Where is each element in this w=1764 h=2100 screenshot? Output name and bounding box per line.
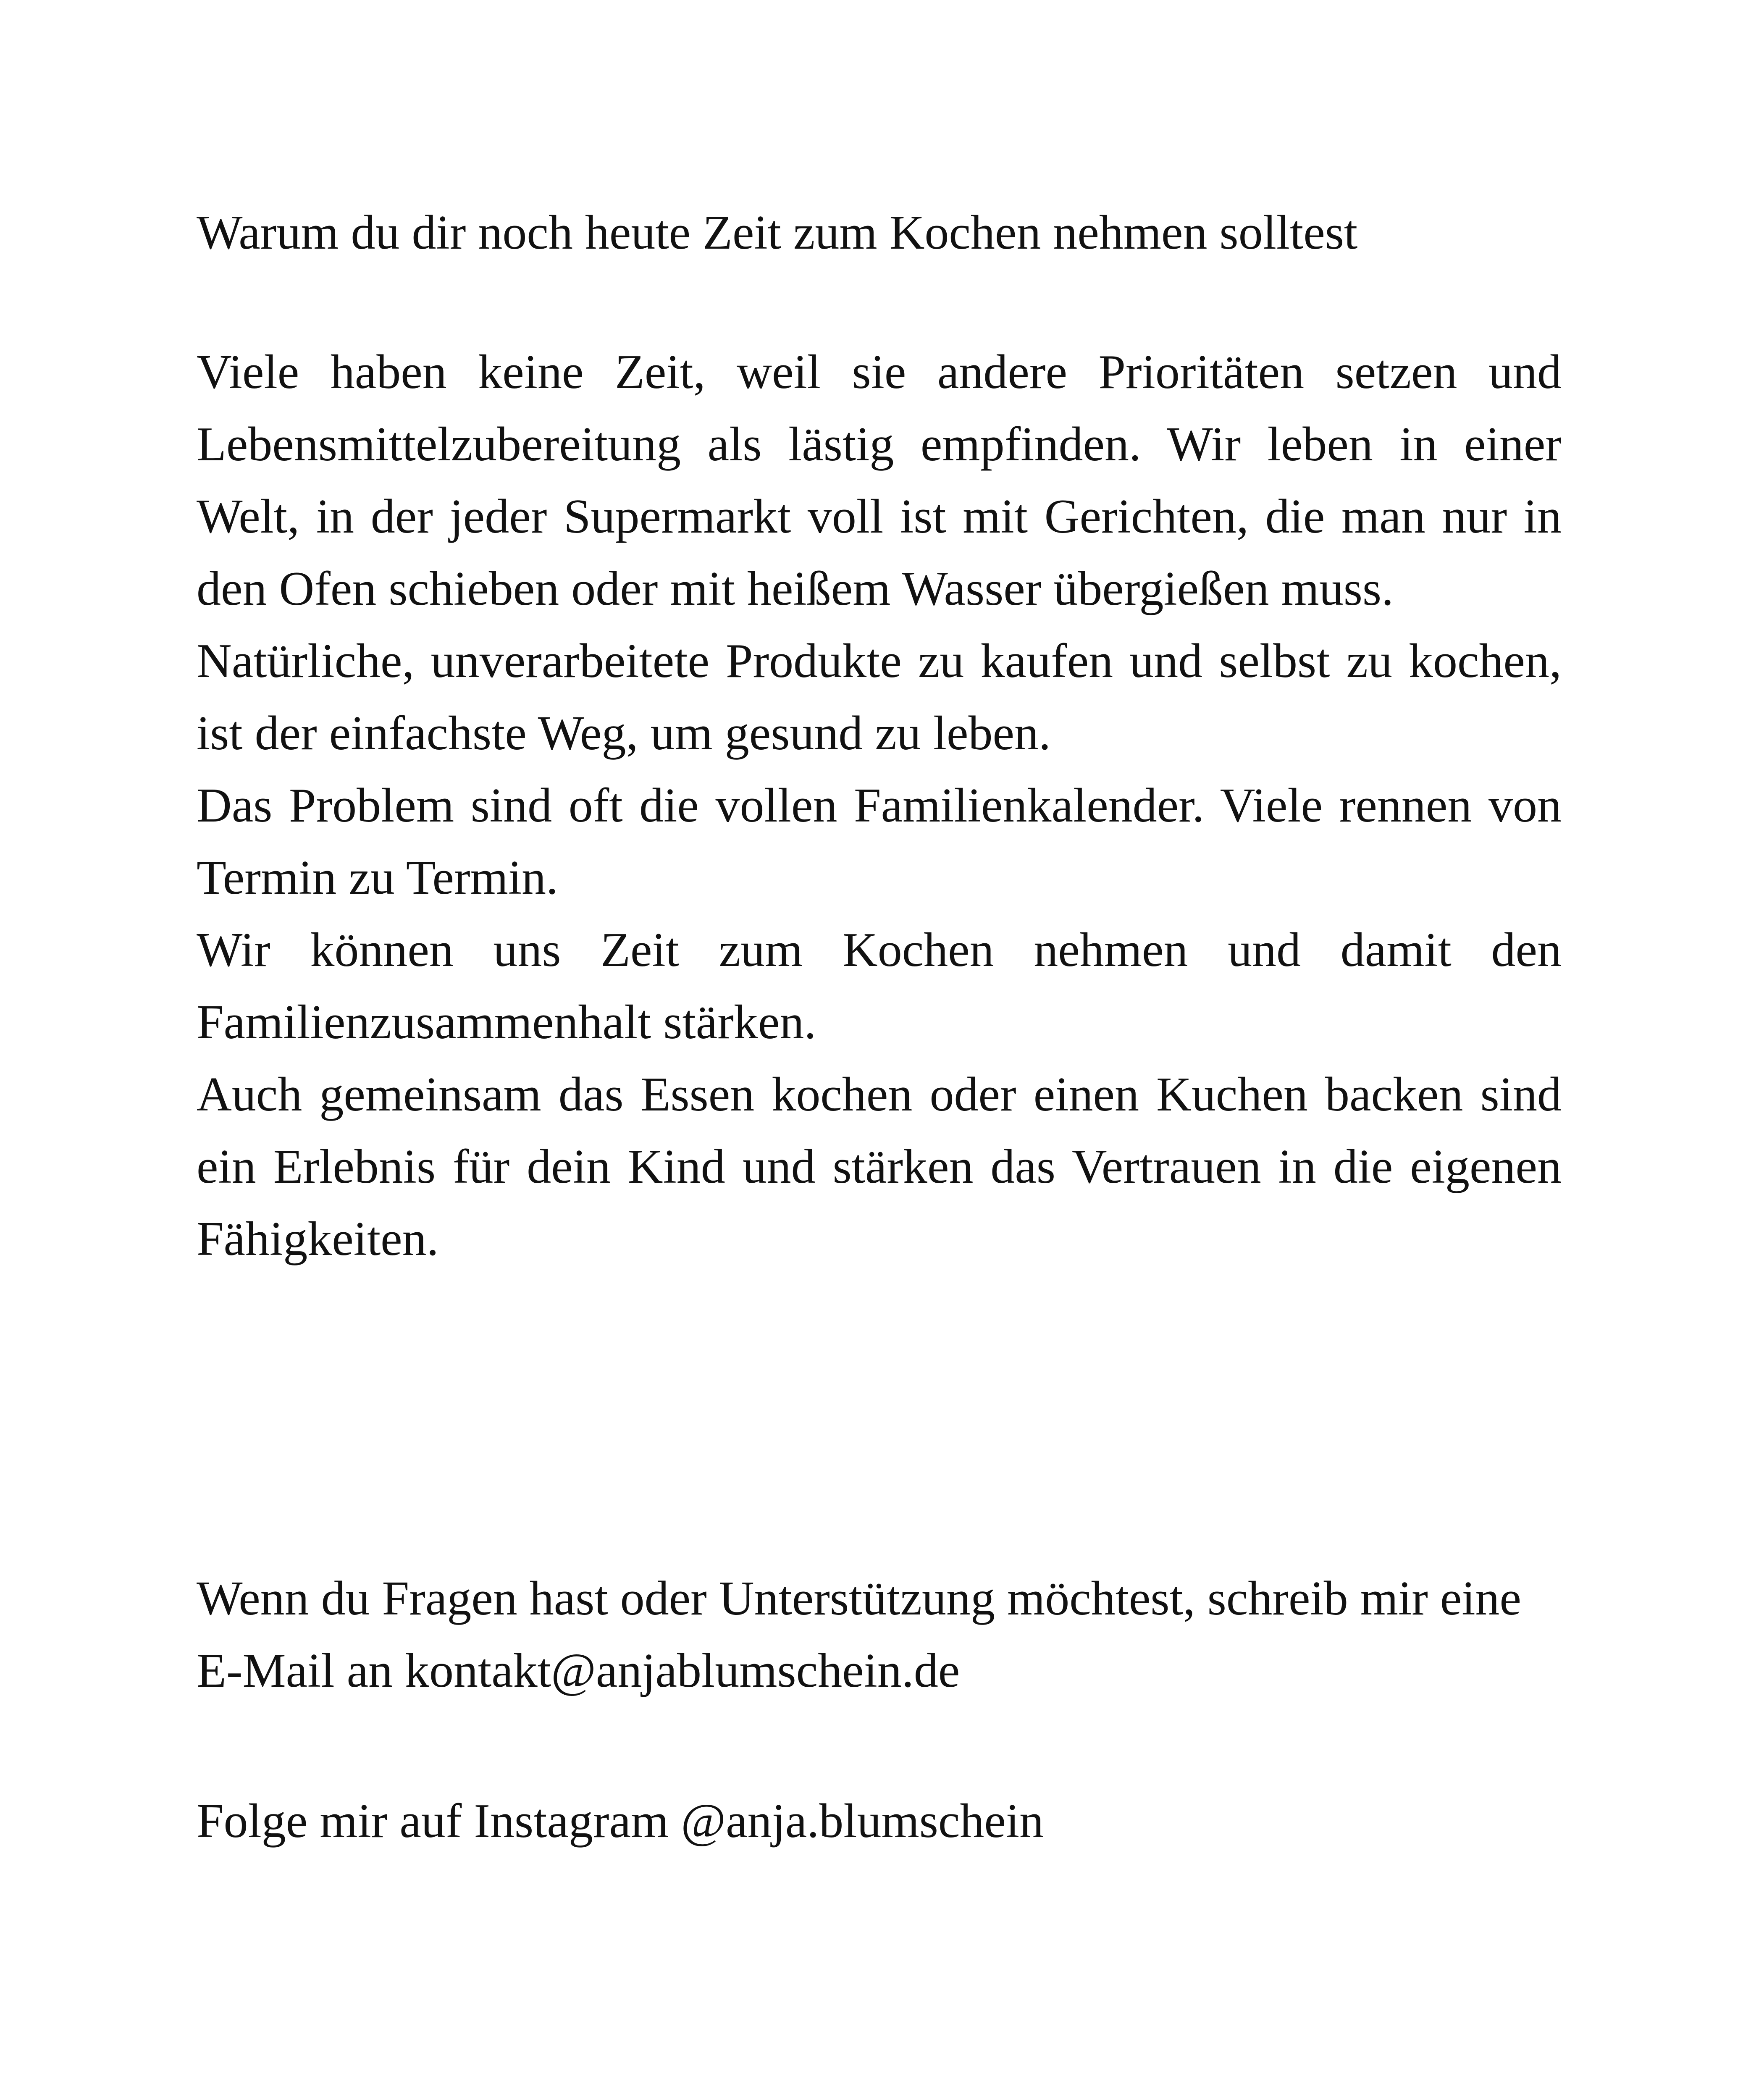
paragraph-family-cohesion: Wir können uns Zeit zum Kochen nehmen und damit den Familienzusammenhalt stärken. (197, 923, 1562, 1049)
section-heading: Warum du dir noch heute Zeit zum Kochen nehmen solltest (197, 206, 1358, 260)
paragraph-time-priorities: Viele haben keine Zeit, weil sie andere Prioritäten setzen und Lebensmittelzubereitung als lästig empfinden. Wir leben in einer Welt, in der jeder Supermarkt voll ist mit Gerichten, die man nur in den Ofen schieben oder mit heißem Wasser übergießen muss. (197, 345, 1562, 616)
paragraph-family-calendar: Das Problem sind oft die vollen Familienkalender. Viele rennen von Termin zu Termin. (197, 779, 1562, 905)
paragraph-cooking-together: Auch gemeinsam das Essen kochen oder einen Kuchen backen sind ein Erlebnis für dein Kind und stärken das Vertrauen in die eigenen Fähigkeiten. (197, 1068, 1562, 1266)
contact-section (197, 1562, 1562, 1707)
contact-text: Wenn du Fragen hast oder Unterstützung möchtest, schreib mir eine E-Mail an kontakt@anjablumschein.de (197, 1572, 1522, 1698)
body-text (197, 336, 1562, 1275)
instagram-section (197, 1785, 1562, 1857)
paragraph-natural-products: Natürliche, unverarbeitete Produkte zu kaufen und selbst zu kochen, ist der einfachste Weg, um gesund zu leben. (197, 634, 1562, 760)
instagram-text: Folge mir auf Instagram @anja.blumschein (197, 1794, 1044, 1848)
